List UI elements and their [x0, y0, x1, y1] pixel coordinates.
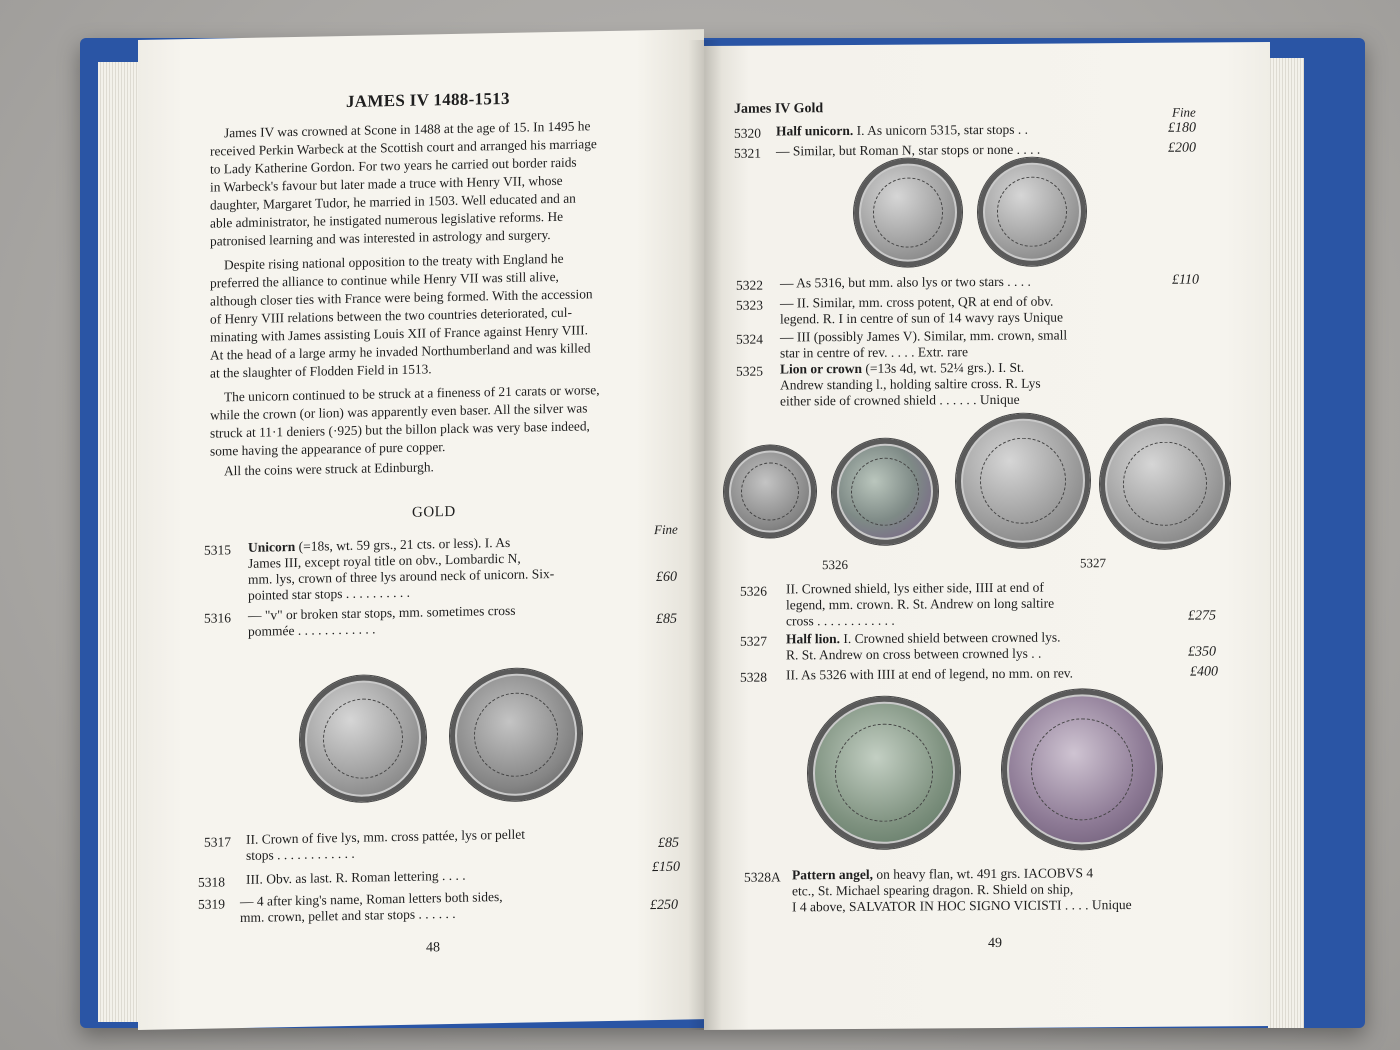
- catalog-entry: Lion or crown (=13s 4d, wt. 52¼ grs.). I. St. Andrew standing l., holding saltire cross. R. Lys either side of crowned shield . . . . . . Unique: [780, 359, 1041, 409]
- catalog-entry: — III (possibly James V). Similar, mm. crown, small star in centre of rev. . . . . Extr. rare: [780, 327, 1068, 361]
- catalog-entry: Pattern angel, on heavy flan, wt. 491 grs. IACOBVS 4 etc., St. Michael spearing dragon. R. Shield on ship, I 4 above, SALVATOR IN HOC SIGNO VICISTI . . . . Unique: [792, 865, 1132, 915]
- entry-number: 5315: [204, 542, 231, 558]
- fine-label: Fine: [1172, 104, 1196, 120]
- entry-price: £60: [656, 569, 677, 586]
- coin-image-lion-5326-reverse: [832, 438, 938, 545]
- coin-image-half-lion-5327-reverse: [1100, 418, 1230, 549]
- catalog-entry: — 4 after king's name, Roman letters both sides, mm. crown, pellet and star stops . . . . . .: [240, 888, 503, 926]
- entry-number: 5328A: [744, 869, 781, 885]
- catalog-entry: II. As 5326 with IIII at end of legend, no mm. on rev.: [786, 665, 1074, 683]
- page-number: 48: [426, 940, 440, 956]
- catalog-entry: Half lion. I. Crowned shield between crowned lys. R. St. Andrew on cross between crowned lys . .: [786, 629, 1061, 663]
- entry-price: £85: [656, 611, 677, 628]
- entry-number: 5321: [734, 145, 761, 161]
- coin-image-half-unicorn-obverse: [854, 158, 962, 267]
- entry-price: £110: [1172, 272, 1199, 288]
- entry-number: 5319: [198, 896, 225, 912]
- entry-name: Half lion.: [786, 631, 841, 647]
- entry-number: 5323: [736, 297, 763, 313]
- running-head: James IV Gold: [734, 101, 824, 117]
- coin-image-pattern-angel-obverse: [808, 696, 960, 849]
- intro-paragraph-1: James IV was crowned at Scone in 1488 at the age of 15. In 1495 he received Perkin Warbeck at the Scottish court and arranged his marriage to Lady Katherine Gordon. For two years he carried out border raids in Warbeck's favour but later made a truce with Henry VII, whose daughter, Margaret Tudor, he married in 1503. Well educated and an able administrator, he instigated numerous legislative reforms. He patronised learning and was interested in astrology and surgery.: [210, 118, 597, 249]
- page-title: JAMES IV 1488-1513: [346, 88, 510, 112]
- entry-price: £275: [1188, 608, 1216, 624]
- page-number: 49: [988, 935, 1002, 952]
- entry-name: Pattern angel,: [792, 866, 873, 883]
- coin-image-unicorn-reverse: [450, 667, 582, 802]
- catalog-entry: — Similar, but Roman N, star stops or none . . . .: [776, 141, 1041, 159]
- entry-name: Lion or crown: [780, 360, 863, 377]
- entry-name: Unicorn: [248, 538, 296, 555]
- left-page-edges: [98, 62, 142, 1022]
- entry-price: £350: [1188, 644, 1216, 660]
- entry-price: £250: [650, 897, 678, 914]
- right-page-edges: [1268, 58, 1304, 1028]
- entry-number: 5318: [198, 874, 225, 890]
- catalog-entry: Unicorn (=18s, wt. 59 grs., 21 cts. or less). I. As James III, except royal title on obv., Lombardic N, mm. lys, crown of three lys around neck of unicorn. Six- pointed star stops . . . . . . . . . .: [248, 534, 555, 603]
- section-heading-gold: GOLD: [412, 503, 456, 521]
- catalog-entry: II. Crowned shield, lys either side, IIII at end of legend, mm. crown. R. St. Andrew on long saltire cross . . . . . . . . . . . .: [786, 579, 1055, 629]
- entry-price: £180: [1168, 120, 1196, 136]
- entry-number: 5325: [736, 363, 763, 379]
- coin-image-lion-5326-obverse: [724, 445, 816, 538]
- right-page: [704, 42, 1270, 1030]
- left-page: [138, 29, 704, 1030]
- entry-number: 5316: [204, 610, 231, 626]
- intro-paragraph-3: The unicorn continued to be struck at a fineness of 21 carats or worse, while the crown (or lion) was apparently even baser. All the silver was struck at 11·1 deniers (·925) but the billon plack was very base indeed, some having the appearance of pure copper.: [210, 382, 600, 459]
- catalog-entry: III. Obv. as last. R. Roman lettering . . . .: [246, 867, 466, 887]
- entry-name: Half unicorn.: [776, 122, 854, 139]
- entry-number: 5320: [734, 125, 761, 141]
- entry-number: 5317: [204, 834, 231, 850]
- intro-paragraph-4: All the coins were struck at Edinburgh.: [224, 459, 434, 479]
- entry-number: 5326: [740, 583, 767, 599]
- catalog-entry: II. Crown of five lys, mm. cross pattée, lys or pellet stops . . . . . . . . . . . .: [246, 826, 525, 863]
- catalog-entry: — "v" or broken star stops, mm. sometimes cross pommée . . . . . . . . . . . .: [248, 602, 516, 639]
- coin-image-half-lion-5327-obverse: [956, 413, 1090, 548]
- entry-number: 5322: [736, 277, 763, 293]
- coin-image-pattern-angel-reverse: [1002, 689, 1162, 850]
- catalog-entry: — II. Similar, mm. cross potent, QR at end of obv. legend. R. I in centre of sun of 14 wavy rays Unique: [780, 293, 1064, 327]
- entry-number: 5328: [740, 669, 767, 685]
- entry-price: £200: [1168, 140, 1196, 156]
- entry-price: £85: [658, 835, 679, 852]
- entry-price: £400: [1190, 664, 1218, 680]
- entry-price: £150: [652, 859, 680, 876]
- fine-label: Fine: [654, 521, 678, 538]
- coin-image-unicorn-obverse: [300, 674, 426, 802]
- entry-number: 5324: [736, 331, 763, 347]
- intro-paragraph-2: Despite rising national opposition to the treaty with England he preferred the alliance to continue while Henry VII was still alive, although closer ties with France were being formed. With the accession of Henry VIII relations between the two countries deteriorated, cul- minating with James assisting Louis XII of France against Henry VIII. At the head of a large army he invaded Northumberland and was killed at the slaughter of Flodden Field in 1513.: [210, 250, 593, 381]
- entry-number: 5327: [740, 633, 767, 649]
- coin-image-half-unicorn-reverse: [978, 157, 1086, 266]
- catalog-entry: — As 5316, but mm. also lys or two stars . . . .: [780, 273, 1031, 291]
- catalog-entry: Half unicorn. I. As unicorn 5315, star stops . .: [776, 121, 1029, 139]
- coin-caption: 5326: [822, 556, 848, 573]
- book-gutter: [688, 40, 722, 1030]
- coin-caption: 5327: [1080, 555, 1106, 571]
